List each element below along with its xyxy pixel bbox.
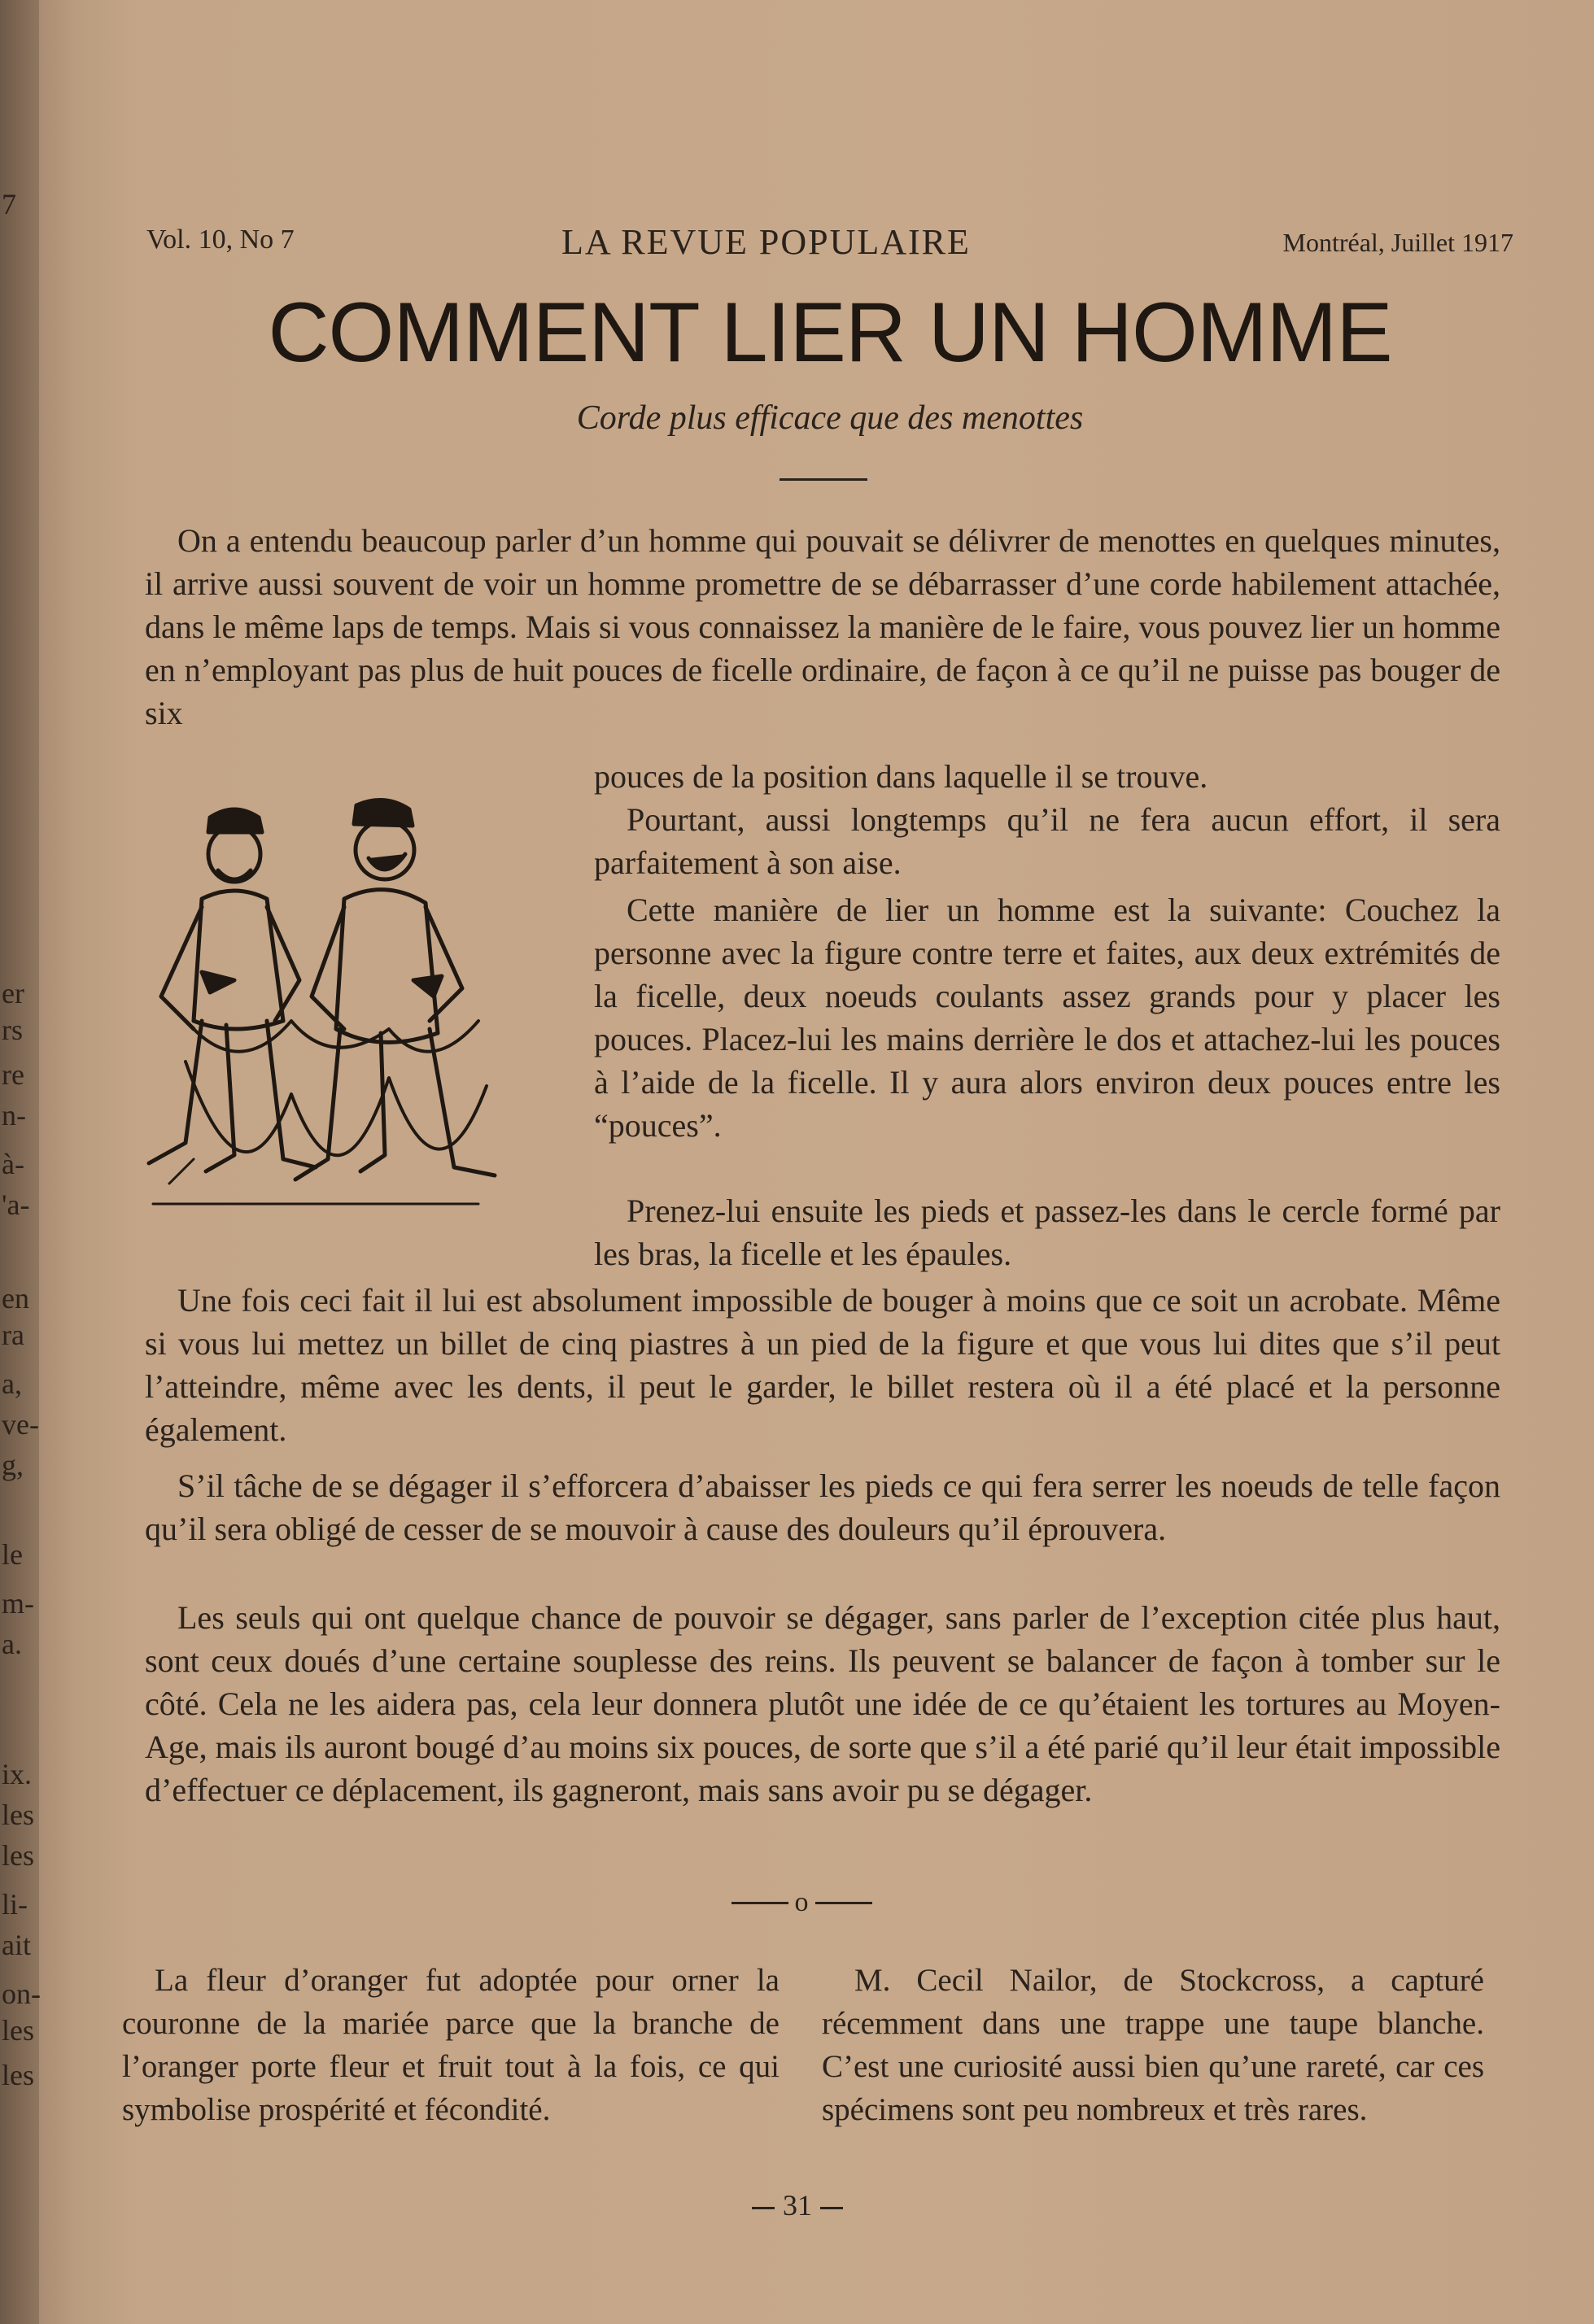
- bleed-fragment: ra: [2, 1319, 24, 1351]
- running-header: [146, 221, 1513, 270]
- bleed-fragment: les: [2, 1799, 34, 1831]
- bleed-fragment: n-: [2, 1099, 26, 1131]
- note-right: M. Cecil Nailor, de Stockcross, a capturé récemment dans une trappe une taupe blanche. C’est une curiosité aussi bien qu’une rareté, car ces spécimens sont peu nombreux et très rares.: [822, 1963, 1484, 2127]
- divider-line-right: [815, 1902, 872, 1904]
- paragraph-6: S’il tâche de se dégager il s’efforcera d’abaisser les pieds ce qui fera serrer les noeuds de telle façon qu’il sera obligé de cesser de se mouvoir à cause des douleurs qu’il éprouvera.: [145, 1467, 1500, 1547]
- page-number: [716, 2188, 879, 2222]
- bleed-fragment: 'a-: [2, 1188, 30, 1221]
- paragraph-4: Prenez-lui ensuite les pieds et passez-les dans le cercle formé par les bras, la ficelle et les épaules.: [594, 1193, 1500, 1272]
- bleed-fragment: rs: [2, 1014, 23, 1046]
- article-title: COMMENT LIER UN HOMME: [268, 286, 1392, 380]
- bleed-fragment: a,: [2, 1367, 22, 1400]
- bleed-fragment: ve-: [2, 1408, 39, 1441]
- bleed-fragment: en: [2, 1282, 29, 1315]
- bleed-fragment: à-: [2, 1148, 24, 1180]
- bleed-fragment: re: [2, 1058, 24, 1091]
- note-left: La fleur d’oranger fut adoptée pour orner la couronne de la mariée parce que la branche de l’oranger porte fleur et fruit tout à la fois, ce qui symbolise prospérité et fécondité.: [122, 1963, 780, 2127]
- bleed-fragment: ix.: [2, 1758, 33, 1790]
- two-men-bound-illustration: [137, 793, 527, 1216]
- bleed-fragment: g,: [2, 1449, 24, 1481]
- bleed-fragment: a.: [2, 1628, 22, 1660]
- paragraph-1-continued: pouces de la position dans laquelle il se trouve.: [594, 758, 1208, 795]
- journal-name: LA REVUE POPULAIRE: [561, 222, 971, 262]
- issue-date: Montréal, Juillet 1917: [1282, 228, 1513, 257]
- bleed-fragment: les: [2, 1839, 34, 1872]
- paragraph-1: On a entendu beaucoup parler d’un homme qui pouvait se délivrer de menottes en quelques minutes, il arrive aussi souvent de voir un homme promettre de se débarrasser d’une corde habilement attachée, dans le même laps de temps. Mais si vous connaissez la manière de le faire, vous pouvez lier un homme en n’employant pas plus de huit pouces de ficelle ordinaire, de façon à ce qu’il ne puisse pas bouger de six: [145, 522, 1500, 731]
- divider-mark: o: [794, 1887, 809, 1918]
- paragraph-7: Les seuls qui ont quelque chance de pouvoir se dégager, sans parler de l’exception citée plus haut, sont ceux doués d’une certaine souplesse des reins. Ils peuvent se balancer de façon à tomber sur le côté. Cela ne les aidera pas, cela leur donnera plutôt une idée de ce qu’étaient les tortures au Moyen-Age, mais ils auront bougé d’au moins six pouces, de sorte que s’il a été parié qu’il leur était impossible d’effectuer ce déplacement, ils gagneront, mais sans avoir pu se dégager.: [145, 1599, 1500, 1808]
- paragraph-2: Pourtant, aussi longtemps qu’il ne fera aucun effort, il sera parfaitement à son aise.: [594, 801, 1500, 881]
- article-subtitle: Corde plus efficace que des menottes: [576, 399, 1084, 437]
- bleed-fragment: m-: [2, 1587, 34, 1620]
- volume-number: Vol. 10, No 7: [146, 225, 295, 255]
- bleed-fragment: les: [2, 2059, 34, 2091]
- bleed-fragment: les: [2, 2014, 34, 2047]
- title-rule: [780, 478, 867, 481]
- bleed-fragment: er: [2, 977, 24, 1009]
- divider-line-left: [731, 1902, 788, 1904]
- bleed-fragment: le: [2, 1538, 23, 1571]
- paragraph-3: Cette manière de lier un homme est la suivante: Couchez la personne avec la figure contre terre et faites, aux deux extrémités de la ficelle, deux noeuds coulants assez grands pour y placer les pouces. Placez-lui les mains derrière le dos et attachez-lui les pouces à l’aide de la ficelle. Il y aura alors environ deux pouces entre les “pouces”.: [594, 892, 1500, 1144]
- bleed-fragment: on-: [2, 1977, 41, 2010]
- paragraph-5: Une fois ceci fait il lui est absolument impossible de bouger à moins que ce soit un acrobate. Même si vous lui mettez un billet de cinq piastres à un pied de la figure et que vous lui dites que s’il peut l’atteindre, même avec les dents, il peut le garder, le billet restera où il a été placé et la personne également.: [145, 1282, 1500, 1448]
- adjacent-page-bleed: [0, 0, 39, 2324]
- bleed-fragment: ait: [2, 1929, 31, 1961]
- page-number-value: 31: [783, 2189, 812, 2222]
- folio-dash-left: [752, 2207, 775, 2209]
- folio-dash-right: [820, 2207, 843, 2209]
- section-divider: [716, 1886, 887, 1918]
- bleed-fragment: li-: [2, 1888, 28, 1921]
- bleed-fragment: 7: [2, 188, 16, 220]
